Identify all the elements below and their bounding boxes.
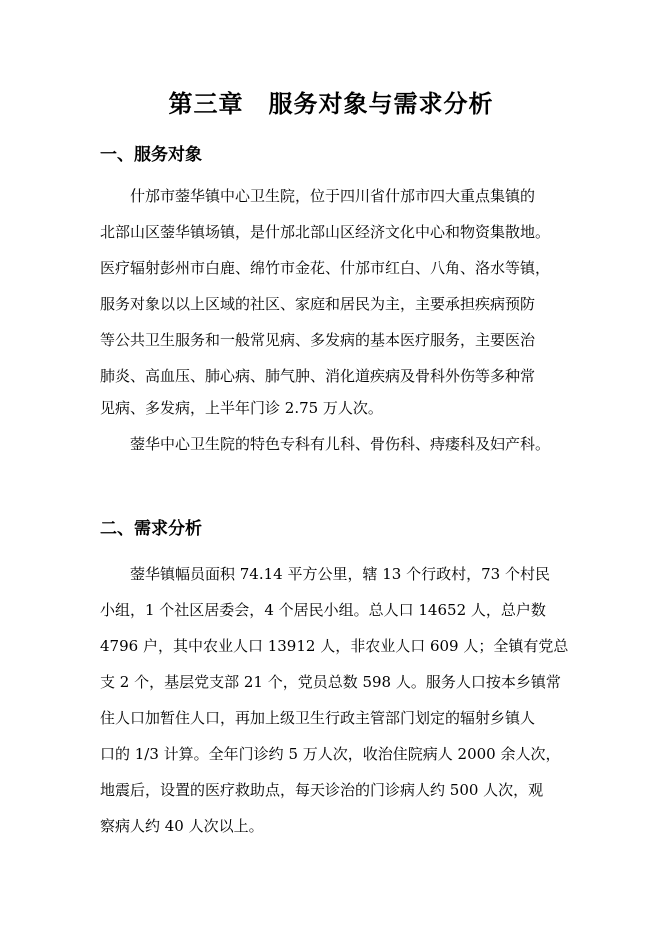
chapter-title: 第三章 服务对象与需求分析 xyxy=(168,89,494,118)
paragraph-line: 小组，1 个社区居委会，4 个居民小组。总人口 14652 人，总户数 xyxy=(100,601,546,619)
paragraph-line: 察病人约 40 人次以上。 xyxy=(100,817,264,835)
section-heading-service-targets: 一、服务对象 xyxy=(100,145,202,165)
section-heading-demand-analysis: 二、需求分析 xyxy=(100,519,202,539)
paragraph-line: 住人口加暂住人口，再加上级卫生行政主管部门划定的辐射乡镇人 xyxy=(100,709,536,727)
paragraph-line: 蓥华中心卫生院的特色专科有儿科、骨伤科、痔瘘科及妇产科。 xyxy=(130,435,551,453)
paragraph-line: 等公共卫生服务和一般常见病、多发病的基本医疗服务，主要医治 xyxy=(100,331,536,349)
paragraph-line: 4796 户，其中农业人口 13912 人，非农业人口 609 人；全镇有党总 xyxy=(100,637,569,655)
paragraph-line: 支 2 个，基层党支部 21 个，党员总数 598 人。服务人口按本乡镇常 xyxy=(100,673,561,691)
paragraph-line: 蓥华镇幅员面积 74.14 平方公里，辖 13 个行政村，73 个村民 xyxy=(130,565,550,583)
paragraph-line: 医疗辐射彭州市白鹿、绵竹市金花、什邡市红白、八角、洛水等镇， xyxy=(100,259,551,277)
paragraph-line: 北部山区蓥华镇场镇，是什邡北部山区经济文化中心和物资集散地。 xyxy=(100,223,551,241)
paragraph-line: 地震后，设置的医疗救助点，每天诊治的门诊病人约 500 人次，观 xyxy=(100,781,544,799)
paragraph-line: 服务对象以以上区域的社区、家庭和居民为主，主要承担疾病预防 xyxy=(100,295,536,313)
paragraph-line: 什邡市蓥华镇中心卫生院，位于四川省什邡市四大重点集镇的 xyxy=(130,187,536,205)
paragraph-line: 见病、多发病，上半年门诊 2.75 万人次。 xyxy=(100,399,383,417)
paragraph-line: 肺炎、高血压、肺心病、肺气肿、消化道疾病及骨科外伤等多种常 xyxy=(100,367,536,385)
paragraph-line: 口的 1/3 计算。全年门诊约 5 万人次，收治住院病人 2000 余人次， xyxy=(100,745,561,763)
